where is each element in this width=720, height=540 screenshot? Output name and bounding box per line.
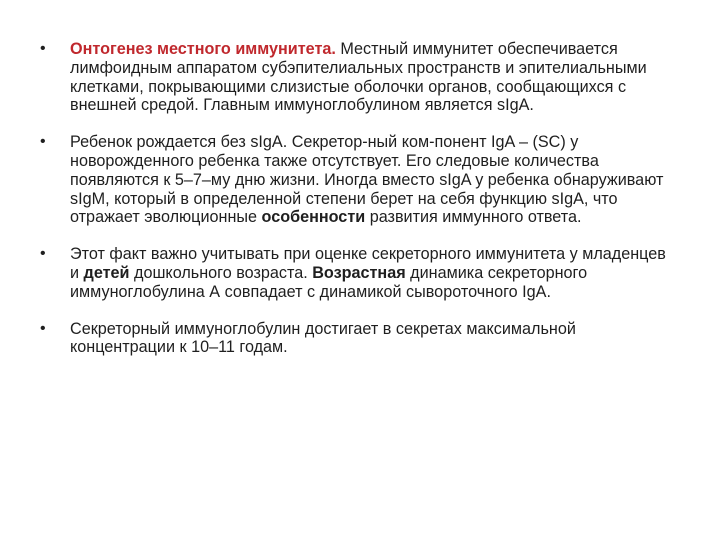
bullet-text: Секреторный иммуноглобулин достигает в секретах максимальной концентрации к 10–11 годам. (70, 319, 576, 357)
bullet-text-tail: развития иммунного ответа. (365, 208, 582, 227)
bullet-item-peak-concentration (38, 320, 678, 358)
bullet-text: Этот факт важно учитывать при оценке секреторного иммунитета у младенцев и (70, 245, 666, 282)
bullet-text: Местный иммунитет обеспечивается лимфоидным аппаратом субэпителиальных пространств и эпителиальными клетками, покрывающими слизистые оболочки органов, сообщающихся с внешней средой. Главным иммуноглобулином является sIgA. (70, 40, 647, 115)
bullet-text-middle: дошкольного возраста. (129, 263, 313, 282)
bullet-item-evaluation (38, 245, 678, 301)
bullet-item-ontogenesis (38, 40, 678, 115)
bullet-text: Ребенок рождается без sIgA. Секретор-ный ком-понент IgA – (SC) у новорожденного ребенка также отсутствует. Его следовые количества появляются к 5–7–му дню жизни. Иногда вместо sIgA у ребенка обнаруживают sIgM, который в определенной степени берет на себя функцию sIgA, что отражает эволюционные (70, 133, 664, 227)
bullet-text-tail: динамика секреторного иммуноглобулина А совпадает с динамикой сывороточного IgA. (70, 263, 588, 301)
bullet-dot-icon: • (40, 319, 46, 337)
bullet-list (38, 40, 678, 375)
bullet-item-newborn (38, 133, 678, 227)
bullet-dot-icon: • (40, 40, 46, 57)
bullet-heading: Онтогенез местного иммунитета. (70, 40, 336, 58)
bullet-emphasis-children: детей (83, 263, 130, 282)
bullet-dot-icon: • (40, 245, 46, 263)
bullet-emphasis: особенности (261, 208, 366, 227)
bullet-emphasis-age: Возрастная (312, 263, 406, 282)
bullet-dot-icon: • (40, 133, 46, 151)
